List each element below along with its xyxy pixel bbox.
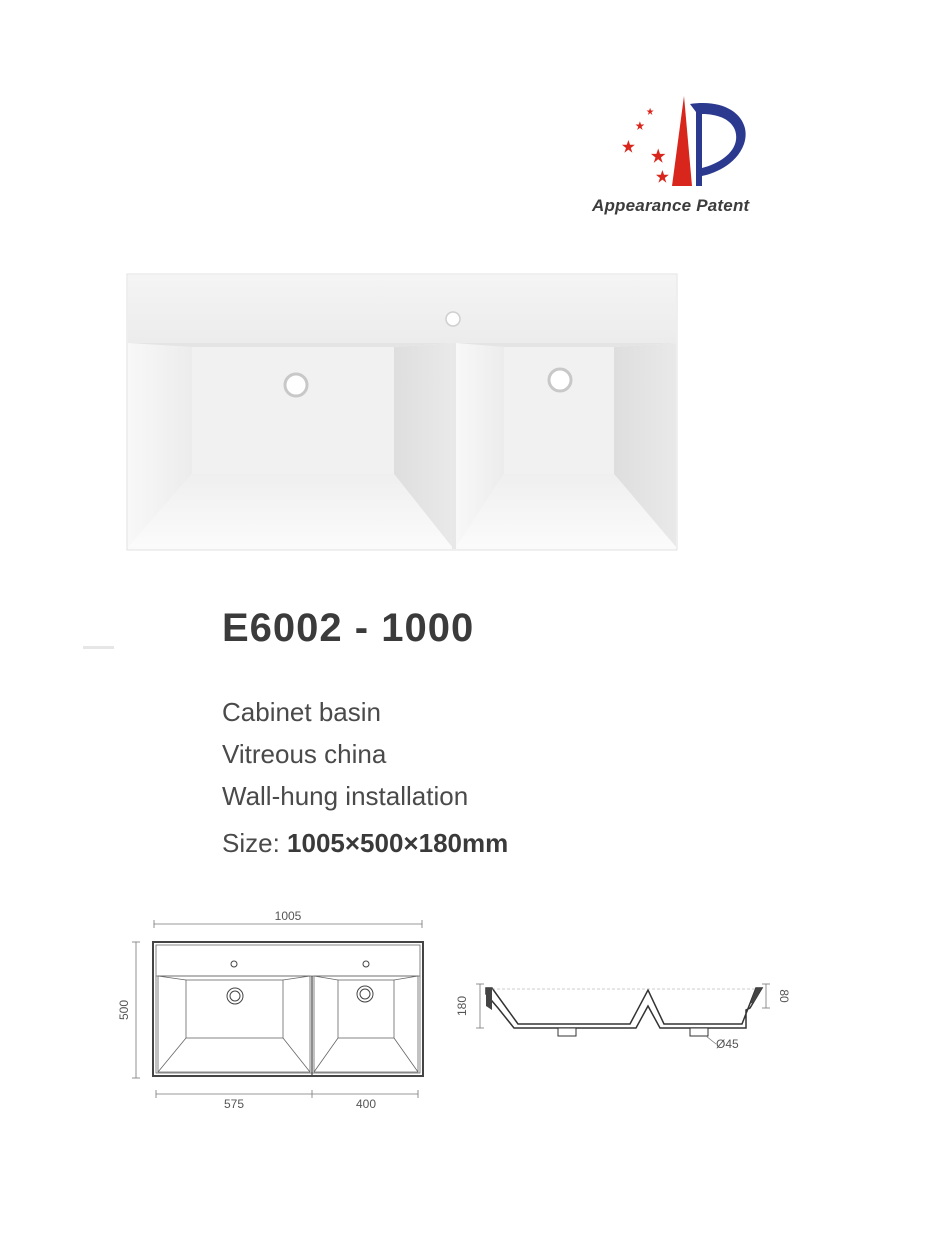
dim-drain-diameter: Ø45 [716, 1037, 739, 1050]
star-icon [636, 121, 645, 130]
dim-overall-depth: 500 [117, 999, 131, 1021]
overflow-hole-left-icon [285, 374, 307, 396]
blue-p-shape [690, 103, 746, 186]
model-code: E6002 - 1000 [222, 606, 475, 650]
product-photo [126, 273, 678, 551]
overflow-hole-right-icon [549, 369, 571, 391]
right-bowl-floor [504, 347, 614, 474]
section-drain-right [690, 1028, 708, 1036]
red-blade-shape [672, 96, 692, 186]
star-icon [647, 108, 654, 115]
appearance-patent-logo [620, 92, 760, 192]
side-mark [83, 646, 114, 649]
plan-outer [153, 942, 423, 1076]
section-rim-left [486, 988, 492, 1010]
spec-type: Cabinet basin [222, 697, 381, 727]
dim-bowl-depth: 80 [777, 989, 791, 1003]
spec-material: Vitreous china [222, 739, 387, 769]
left-bowl-floor [192, 347, 394, 474]
star-icon [656, 170, 669, 183]
dim-overall-width: 1005 [274, 909, 302, 923]
size-label: Size: [222, 828, 288, 858]
dim-right-bowl: 400 [355, 1097, 377, 1111]
dim-height: 180 [455, 995, 469, 1017]
bowl-divider [452, 343, 456, 549]
dim-left-bowl: 575 [223, 1097, 245, 1111]
size-value: 1005×500×180mm [287, 828, 509, 858]
spec-size [222, 828, 508, 859]
star-icon [622, 140, 635, 153]
section-rim-right [750, 988, 762, 1004]
faucet-hole-icon [446, 312, 460, 326]
basin-deck [128, 275, 676, 343]
section-drain-left [558, 1028, 576, 1036]
spec-installation: Wall-hung installation [222, 781, 469, 811]
section-view-drawing [450, 970, 800, 1050]
patent-caption: Appearance Patent [592, 196, 750, 215]
plan-view-drawing [110, 900, 440, 1120]
star-icon [651, 149, 665, 163]
section-profile [486, 988, 762, 1028]
